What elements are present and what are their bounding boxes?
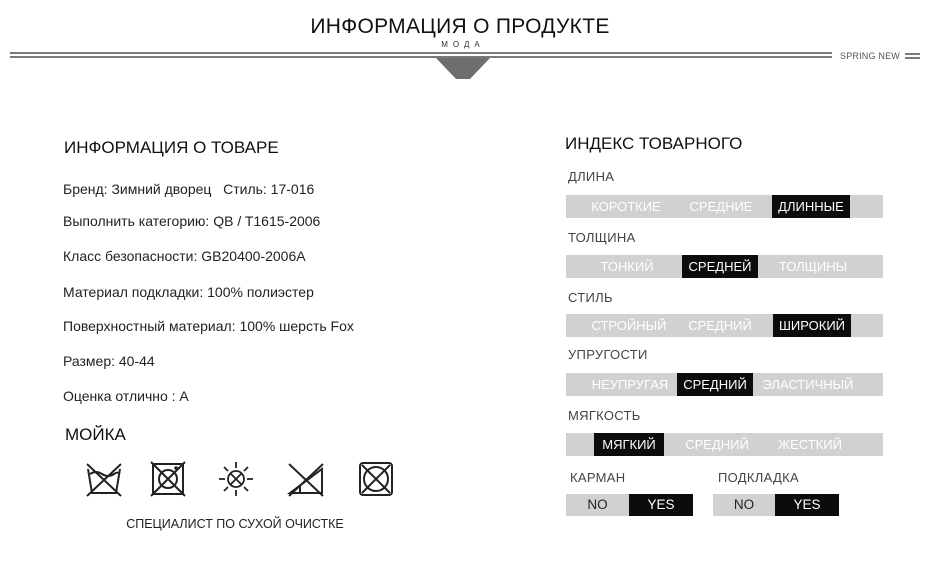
style-scale [566,314,883,337]
info-line-size: Размер: 40-44 [63,353,155,369]
softness-option-soft: МЯГКИЙ [594,433,664,456]
elasticity-option-elastic: ЭЛАСТИЧНЫЙ [762,377,854,392]
length-option-long: ДЛИННЫЕ [772,195,850,218]
softness-option-medium: СРЕДНИЙ [685,437,749,452]
elasticity-scale [566,373,883,396]
style-option-medium: СРЕДНИЙ [688,318,752,333]
no-iron-icon [216,459,256,499]
info-line-safety: Класс безопасности: GB20400-2006A [63,248,306,264]
no-tumble-dry-icon [148,459,188,499]
no-bleach-icon [286,459,326,499]
header-tag: SPRING NEW [840,51,901,61]
thickness-option-thin: ТОНКИЙ [600,259,654,274]
elasticity-label: УПРУГОСТИ [568,347,648,362]
info-line-lining: Материал подкладки: 100% полиэстер [63,284,314,300]
header-rule-bottom [10,56,832,58]
pocket-no-option: NO [566,494,629,516]
header-rule-top [10,52,832,54]
thickness-label: ТОЛЩИНА [568,230,636,245]
info-line-category: Выполнить категорию: QB / T1615-2006 [63,213,321,229]
washing-title: МОЙКА [65,425,126,444]
thickness-option-medium: СРЕДНЕЙ [682,255,758,278]
index-title: ИНДЕКС ТОВАРНОГО [565,134,743,153]
product-info-title: ИНФОРМАЦИЯ О ТОВАРЕ [64,138,279,157]
pocket-yes-option: YES [629,494,693,516]
style-option-slim: СТРОЙНЫЙ [591,318,667,333]
header-rule-right-bottom [905,57,920,59]
lining-label: ПОДКЛАДКА [718,470,799,485]
style-option-wide: ШИРОКИЙ [773,314,851,337]
no-dryclean-icon [356,459,396,499]
elasticity-option-medium: СРЕДНИЙ [677,373,753,396]
softness-option-hard: ЖЕСТКИЙ [778,437,842,452]
header-notch-icon [436,58,490,80]
dryclean-caption: СПЕЦИАЛИСТ ПО СУХОЙ ОЧИСТКЕ [126,517,344,531]
style-label: СТИЛЬ [568,290,613,305]
length-scale [566,195,883,218]
thickness-scale [566,255,883,278]
elasticity-option-inelastic: НЕУПРУГАЯ [591,377,669,392]
softness-scale [566,433,883,456]
thickness-option-thick: ТОЛЩИНЫ [778,259,848,274]
no-wash-icon [84,459,124,499]
length-option-short: КОРОТКИЕ [591,199,661,214]
length-label: ДЛИНА [568,169,615,184]
page-subtitle: МОДА [441,40,485,49]
length-option-medium: СРЕДНИЕ [689,199,753,214]
header-rule-right-top [905,53,920,55]
lining-yes-option: YES [775,494,839,516]
softness-label: МЯГКОСТЬ [568,408,641,423]
info-line-brand: Бренд: Зимний дворец Стиль: 17-016 [63,181,315,197]
pocket-label: КАРМАН [570,470,626,485]
page-title: ИНФОРМАЦИЯ О ПРОДУКТЕ [310,15,610,38]
info-line-surface: Поверхностный материал: 100% шерсть Fox [63,318,354,334]
info-line-grade: Оценка отлично : A [63,388,189,404]
lining-no-option: NO [713,494,775,516]
